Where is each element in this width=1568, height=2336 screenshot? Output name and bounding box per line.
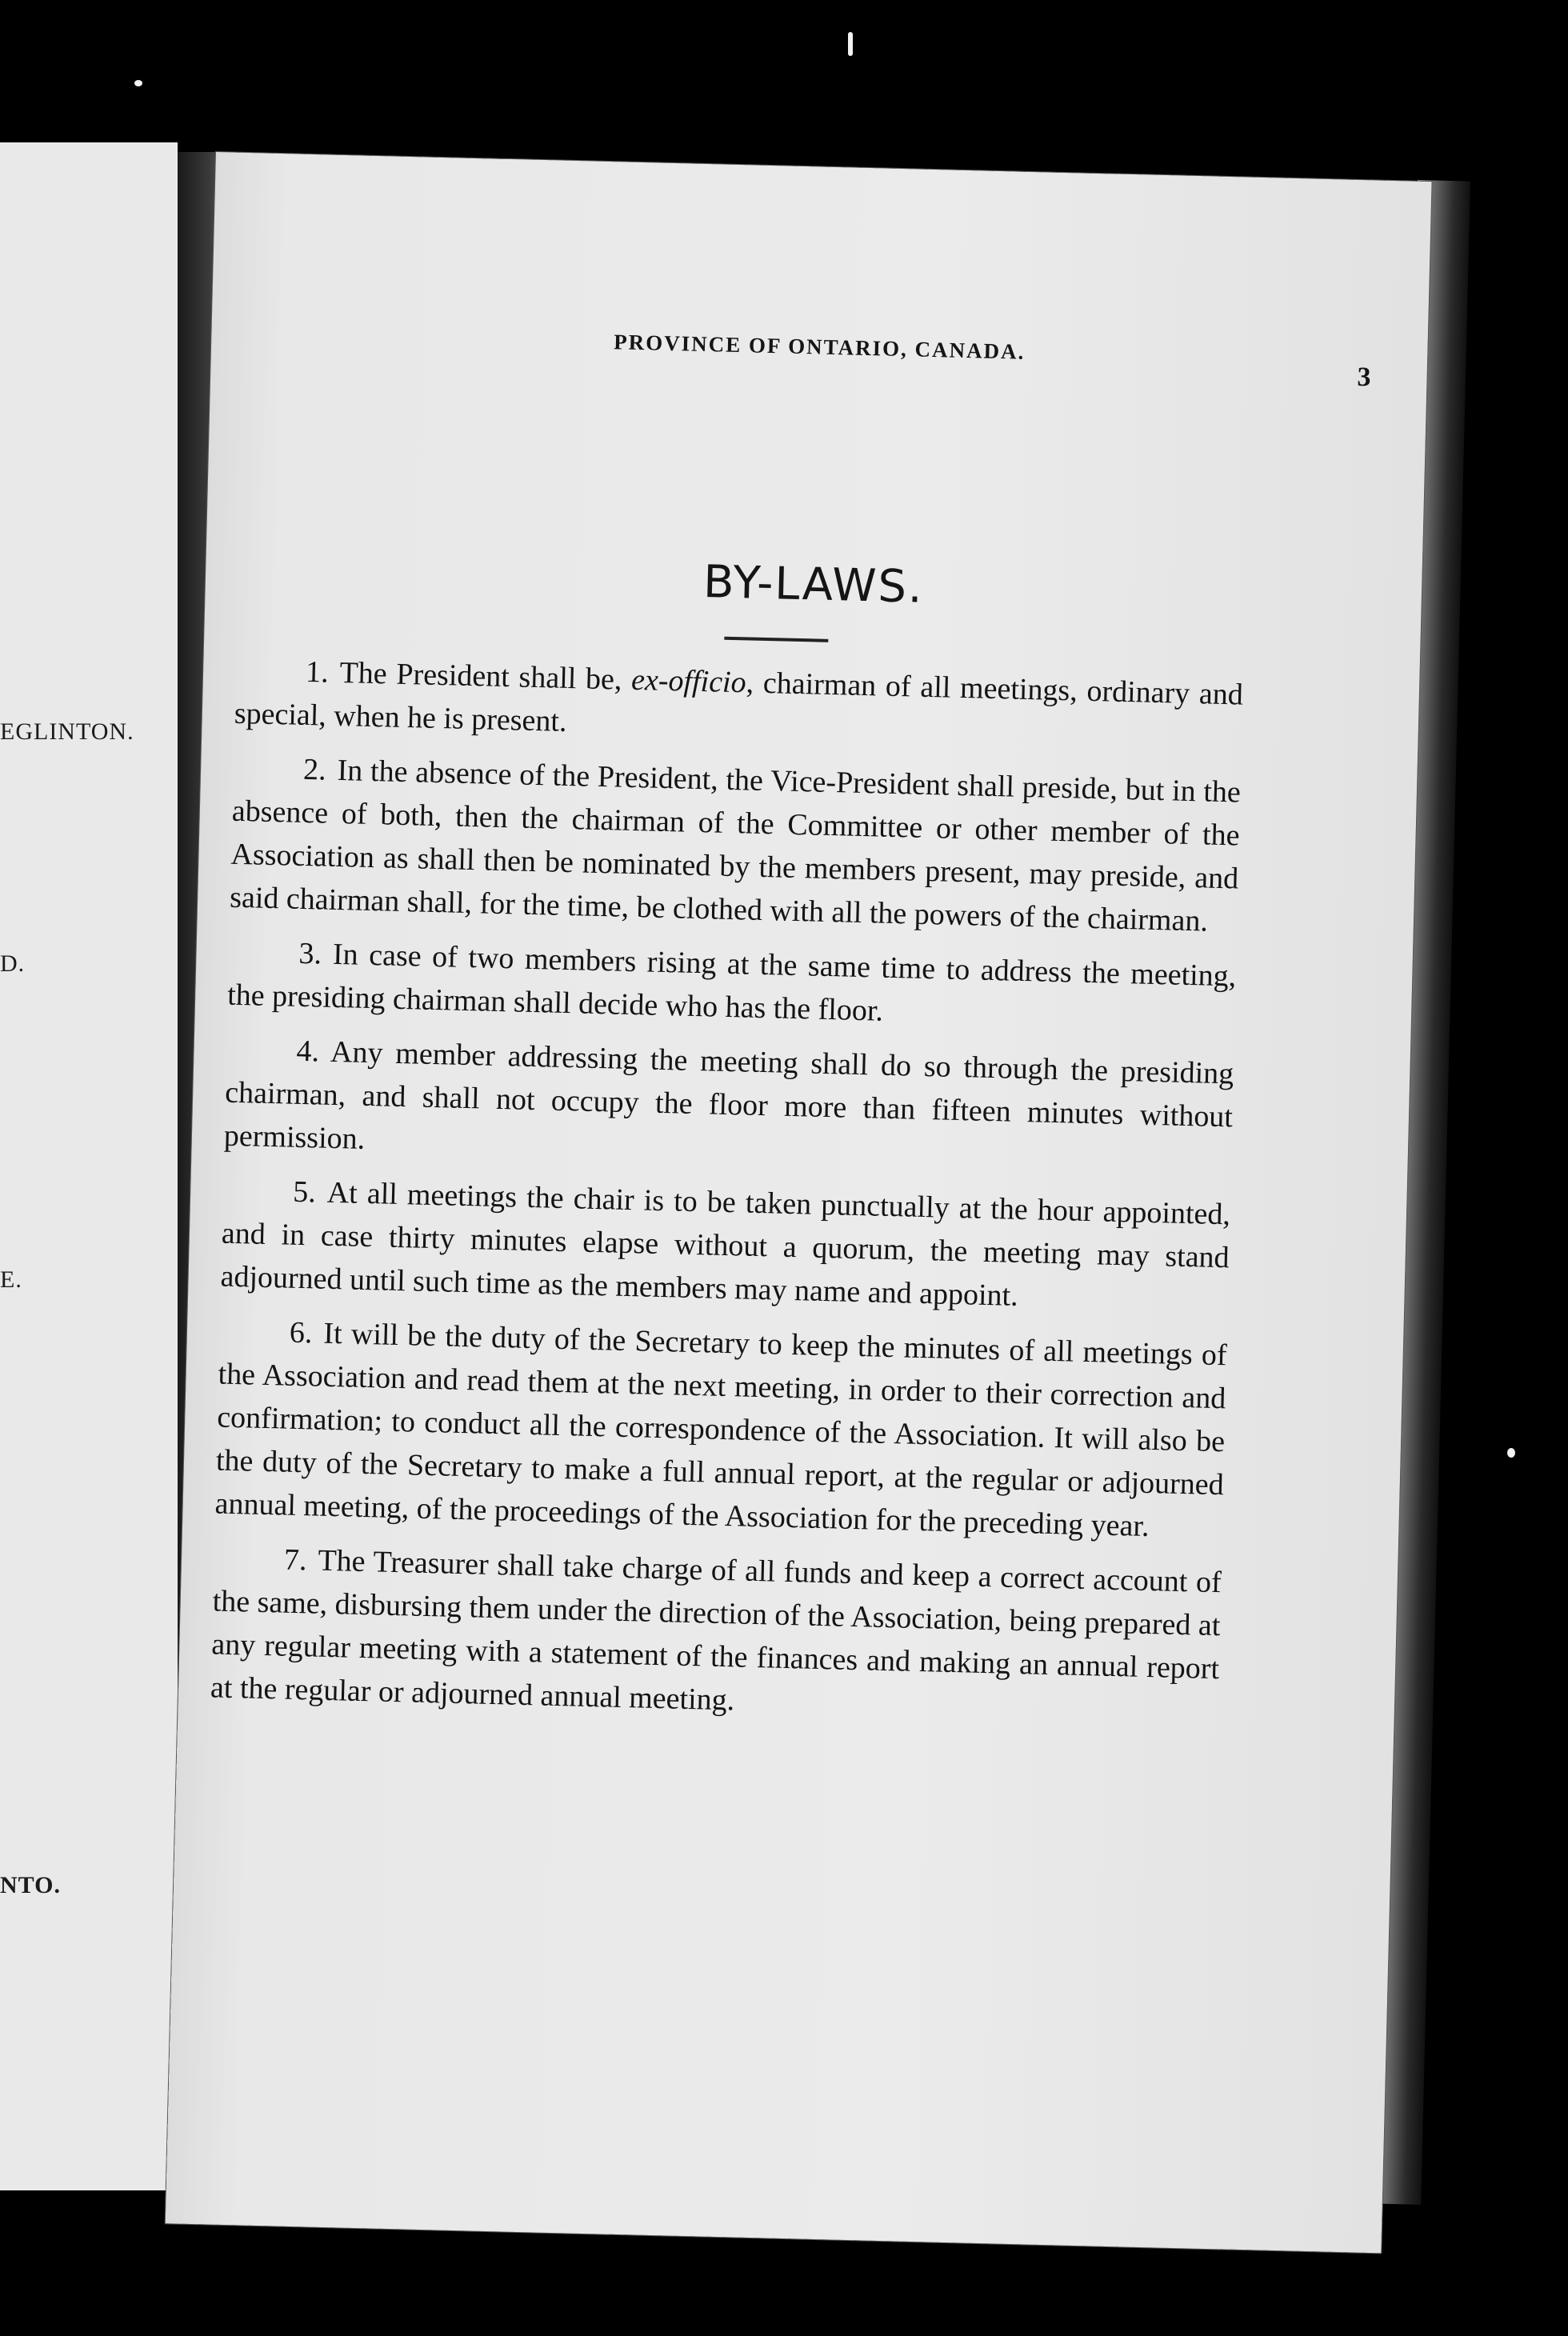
left-page-fragment xyxy=(0,142,178,2190)
bylaw-paragraph xyxy=(227,930,1237,1042)
bylaw-text-italic: ex-officio xyxy=(630,662,747,700)
bylaw-paragraph xyxy=(230,746,1242,944)
page-title: BY-LAWS. xyxy=(702,556,925,614)
bylaw-paragraph xyxy=(234,649,1243,760)
bylaw-text: , chairman of all meetings, ordinary and special, when he is present. xyxy=(234,666,1244,738)
left-page-label: EGLINTON. xyxy=(0,718,134,745)
bylaw-number: 6. xyxy=(289,1315,313,1350)
bylaw-paragraph xyxy=(214,1310,1227,1550)
bylaw-text: It will be the duty of the Secretary to keep the minutes of all meetings of the Association and read them at the next meeting, in order to their correction and confirmation; to conduct all the correspondence of the Association. It will also be the duty of the Secretary to make a full annual report, at the regular or adjourned annual meeting, of the proceedings of the Association for the preceding year. xyxy=(214,1316,1228,1544)
bylaw-text: In the absence of the President, the Vice-President shall preside, but in the absence of both, then the chairman of the Committee or other member of the Association as shall then be nominated by the members present, may preside, and said chairman shall, for the time, be clothed with all the powers of the chairman. xyxy=(229,753,1242,938)
bylaw-number: 2. xyxy=(302,752,327,787)
document-page xyxy=(166,152,1432,2253)
running-head: PROVINCE OF ONTARIO, CANADA. xyxy=(613,330,1026,364)
bylaw-number: 7. xyxy=(283,1542,308,1578)
dust-speck xyxy=(134,80,142,86)
bylaw-paragraph xyxy=(220,1169,1231,1323)
bylaw-number: 1. xyxy=(305,654,330,690)
bylaw-paragraph xyxy=(223,1028,1234,1182)
page-number: 3 xyxy=(1357,362,1371,393)
bylaw-paragraph xyxy=(210,1536,1222,1734)
bylaw-number: 3. xyxy=(298,936,322,971)
left-page-label: D. xyxy=(0,950,26,977)
bylaw-text: The Treasurer shall take charge of all funds and keep a correct account of the same, disbursing them under the direction of the Association, being prepared at any regular meeting with a statement of the finances and making an annual report at the regular or adjourned annual meeting. xyxy=(210,1543,1222,1718)
bylaw-text: The President shall be, xyxy=(339,655,632,697)
dust-speck xyxy=(1507,1448,1515,1458)
left-page-label: E. xyxy=(0,1266,22,1293)
bylaw-text: In case of two members rising at the same time to address the meeting, the presiding chairman shall decide who has the floor. xyxy=(226,937,1237,1028)
bylaw-text: Any member addressing the meeting shall do so through the presiding chairman, and shall not occupy the floor more than fifteen minutes without permission. xyxy=(223,1034,1234,1156)
title-rule xyxy=(724,637,828,642)
left-page-label: NTO. xyxy=(0,1872,61,1898)
dust-speck xyxy=(848,32,853,56)
bylaw-number: 5. xyxy=(292,1174,317,1210)
bylaw-text: At all meetings the chair is to be taken punctually at the hour appointed, and in case thirty minutes elapse without a quorum, the meeting may stand adjourned until such time as the members may name and appoint. xyxy=(220,1175,1231,1313)
bylaw-number: 4. xyxy=(296,1034,320,1069)
bylaws-body xyxy=(210,649,1243,1745)
